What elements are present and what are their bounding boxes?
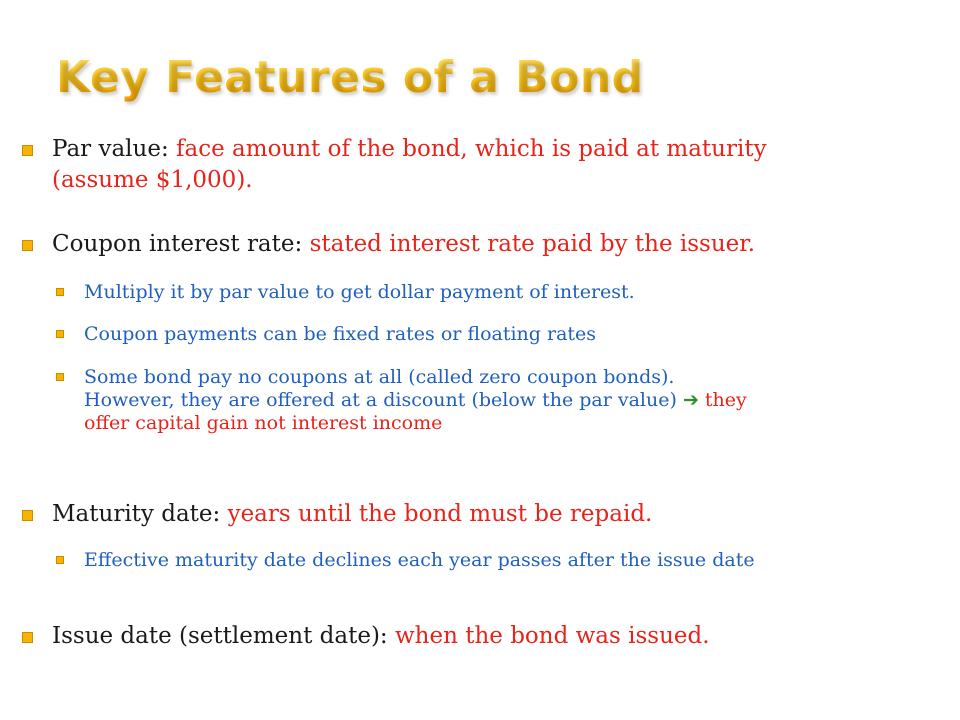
- coupon-sub-item-1: Multiply it by par value to get dollar payment of interest.: [84, 281, 635, 303]
- right-arrow-icon: ➔: [682, 389, 699, 411]
- bullet-icon: [22, 510, 33, 521]
- coupon-rate-item: [52, 230, 755, 259]
- coupon-sub-item-2: Coupon payments can be fixed rates or floating rates: [84, 323, 597, 345]
- coupon-rate-term: Coupon interest rate:: [52, 231, 303, 257]
- zero-coupon-line-3: offer capital gain not interest income: [84, 412, 443, 434]
- bullet-icon: [22, 240, 33, 251]
- par-value-definition: face amount of the bond, which is paid at maturity: [176, 136, 767, 162]
- issue-date-item: [52, 622, 710, 651]
- bullet-icon: [22, 145, 33, 156]
- par-value-term: Par value:: [52, 136, 169, 162]
- sub-bullet-icon: [56, 330, 64, 338]
- maturity-date-item: [52, 500, 652, 529]
- zero-coupon-line-2-text: However, they are offered at a discount (below the par value): [84, 389, 677, 411]
- maturity-date-term: Maturity date:: [52, 501, 221, 527]
- coupon-rate-definition: stated interest rate paid by the issuer.: [309, 231, 756, 257]
- sub-bullet-icon: [56, 373, 64, 381]
- sub-bullet-icon: [56, 288, 64, 296]
- slide-title: Key Features of a Bond: [56, 52, 644, 103]
- issue-date-term: Issue date (settlement date):: [52, 623, 388, 649]
- zero-coupon-line-1: Some bond pay no coupons at all (called zero coupon bonds).: [84, 366, 675, 388]
- par-value-item: [52, 135, 767, 164]
- zero-coupon-line-2: [84, 389, 747, 412]
- sub-bullet-icon: [56, 556, 64, 564]
- maturity-sub-item-1: Effective maturity date declines each year passes after the issue date: [84, 549, 755, 571]
- maturity-date-definition: years until the bond must be repaid.: [227, 501, 653, 527]
- zero-coupon-line-2-red: they: [704, 389, 747, 411]
- issue-date-definition: when the bond was issued.: [394, 623, 710, 649]
- bullet-icon: [22, 632, 33, 643]
- par-value-definition-cont: (assume $1,000).: [52, 167, 253, 193]
